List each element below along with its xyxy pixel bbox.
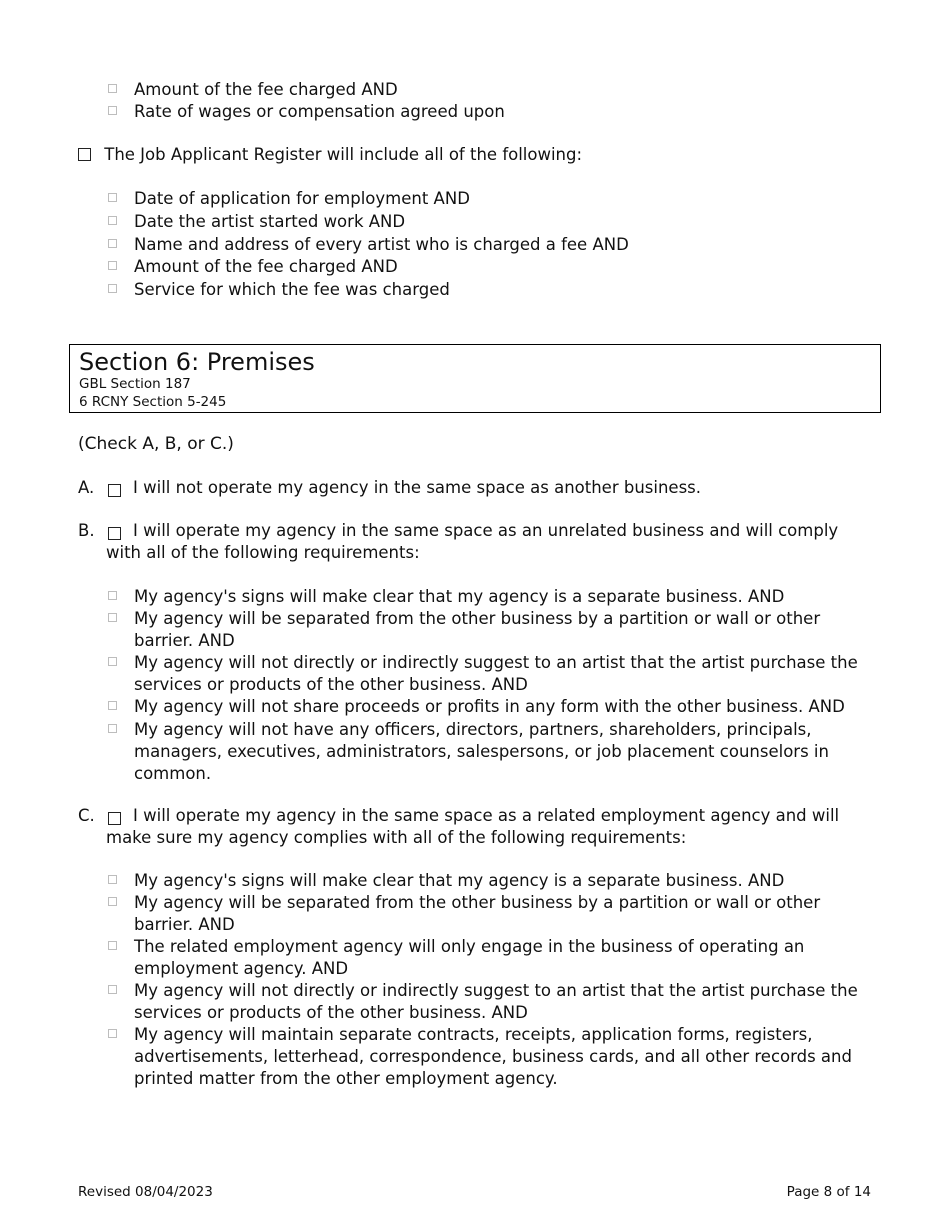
list-item-text: My agency will not share proceeds or profits in any form with the other business. AND (134, 697, 845, 716)
checkbox[interactable] (108, 284, 117, 293)
option-c-text: I will operate my agency in the same space as a related employment agency and will make sure my agency complies with all of the following requirements: (106, 806, 840, 847)
list-item-text: My agency will be separated from the other business by a partition or wall or other barrier. AND (134, 609, 821, 650)
checkbox[interactable] (108, 657, 117, 666)
footer-page-number: Page 8 of 14 (786, 1184, 871, 1200)
option-b-text: I will operate my agency in the same space as an unrelated business and will comply with all of the following requirements: (106, 521, 839, 562)
list-item-text: My agency will not have any officers, directors, partners, shareholders, principals, managers, executives, administrators, salespersons, or job placement counselors in common. (134, 720, 829, 783)
option-a-letter: A. (78, 478, 95, 497)
list-item-text: My agency will be separated from the other business by a partition or wall or other barrier. AND (134, 893, 821, 934)
section-title: Section 6: Premises (79, 348, 315, 376)
option-a-text: I will not operate my agency in the same space as another business. (133, 478, 702, 497)
checkbox[interactable] (108, 84, 117, 93)
list-item-text: Date of application for employment AND (134, 189, 470, 208)
list-item-text: Amount of the fee charged AND (134, 257, 398, 276)
section-instruction: (Check A, B, or C.) (78, 434, 234, 454)
section-ref-gbl: GBL Section 187 (79, 376, 191, 392)
checkbox[interactable] (108, 216, 117, 225)
list-item-text: Amount of the fee charged AND (134, 80, 398, 99)
list-item-text: Rate of wages or compensation agreed upon (134, 102, 505, 121)
list-item-text: My agency will not directly or indirectly suggest to an artist that the artist purchase the services or products of the other business. AND (134, 653, 858, 694)
checkbox[interactable] (108, 985, 117, 994)
checkbox[interactable] (108, 106, 117, 115)
option-c (0, 805, 950, 849)
list-item-text: Name and address of every artist who is charged a fee AND (134, 235, 629, 254)
checkbox[interactable] (108, 591, 117, 600)
option-a (0, 477, 950, 499)
option-b (0, 520, 950, 564)
checkbox[interactable] (108, 875, 117, 884)
checkbox[interactable] (108, 1029, 117, 1038)
list-item-text: Service for which the fee was charged (134, 280, 450, 299)
checkbox[interactable] (108, 941, 117, 950)
checkbox[interactable] (108, 897, 117, 906)
list-item-text: My agency will maintain separate contracts, receipts, application forms, registers, advertisements, letterhead, correspondence, business cards, and all other records and printed matter from the other employment agency. (134, 1025, 852, 1088)
checkbox[interactable] (108, 193, 117, 202)
list-item-text: My agency's signs will make clear that my agency is a separate business. AND (134, 587, 785, 606)
checkbox[interactable] (108, 239, 117, 248)
section-ref-rcny: 6 RCNY Section 5-245 (79, 394, 227, 410)
option-b-letter: B. (78, 521, 95, 540)
list-item-text: The related employment agency will only engage in the business of operating an employment agency. AND (134, 937, 805, 978)
checkbox[interactable] (108, 701, 117, 710)
checkbox[interactable] (108, 724, 117, 733)
job-register-label: The Job Applicant Register will include all of the following: (104, 145, 583, 164)
option-c-letter: C. (78, 806, 95, 825)
job-register-checkbox[interactable] (78, 148, 91, 161)
list-item-text: My agency will not directly or indirectly suggest to an artist that the artist purchase the services or products of the other business. AND (134, 981, 858, 1022)
checkbox[interactable] (108, 261, 117, 270)
list-item-text: Date the artist started work AND (134, 212, 406, 231)
option-a-checkbox[interactable] (108, 484, 121, 497)
section-header (69, 344, 881, 413)
job-register-option (78, 144, 582, 166)
footer-revised-date: Revised 08/04/2023 (78, 1184, 213, 1200)
checkbox[interactable] (108, 613, 117, 622)
list-item-text: My agency's signs will make clear that my agency is a separate business. AND (134, 871, 785, 890)
